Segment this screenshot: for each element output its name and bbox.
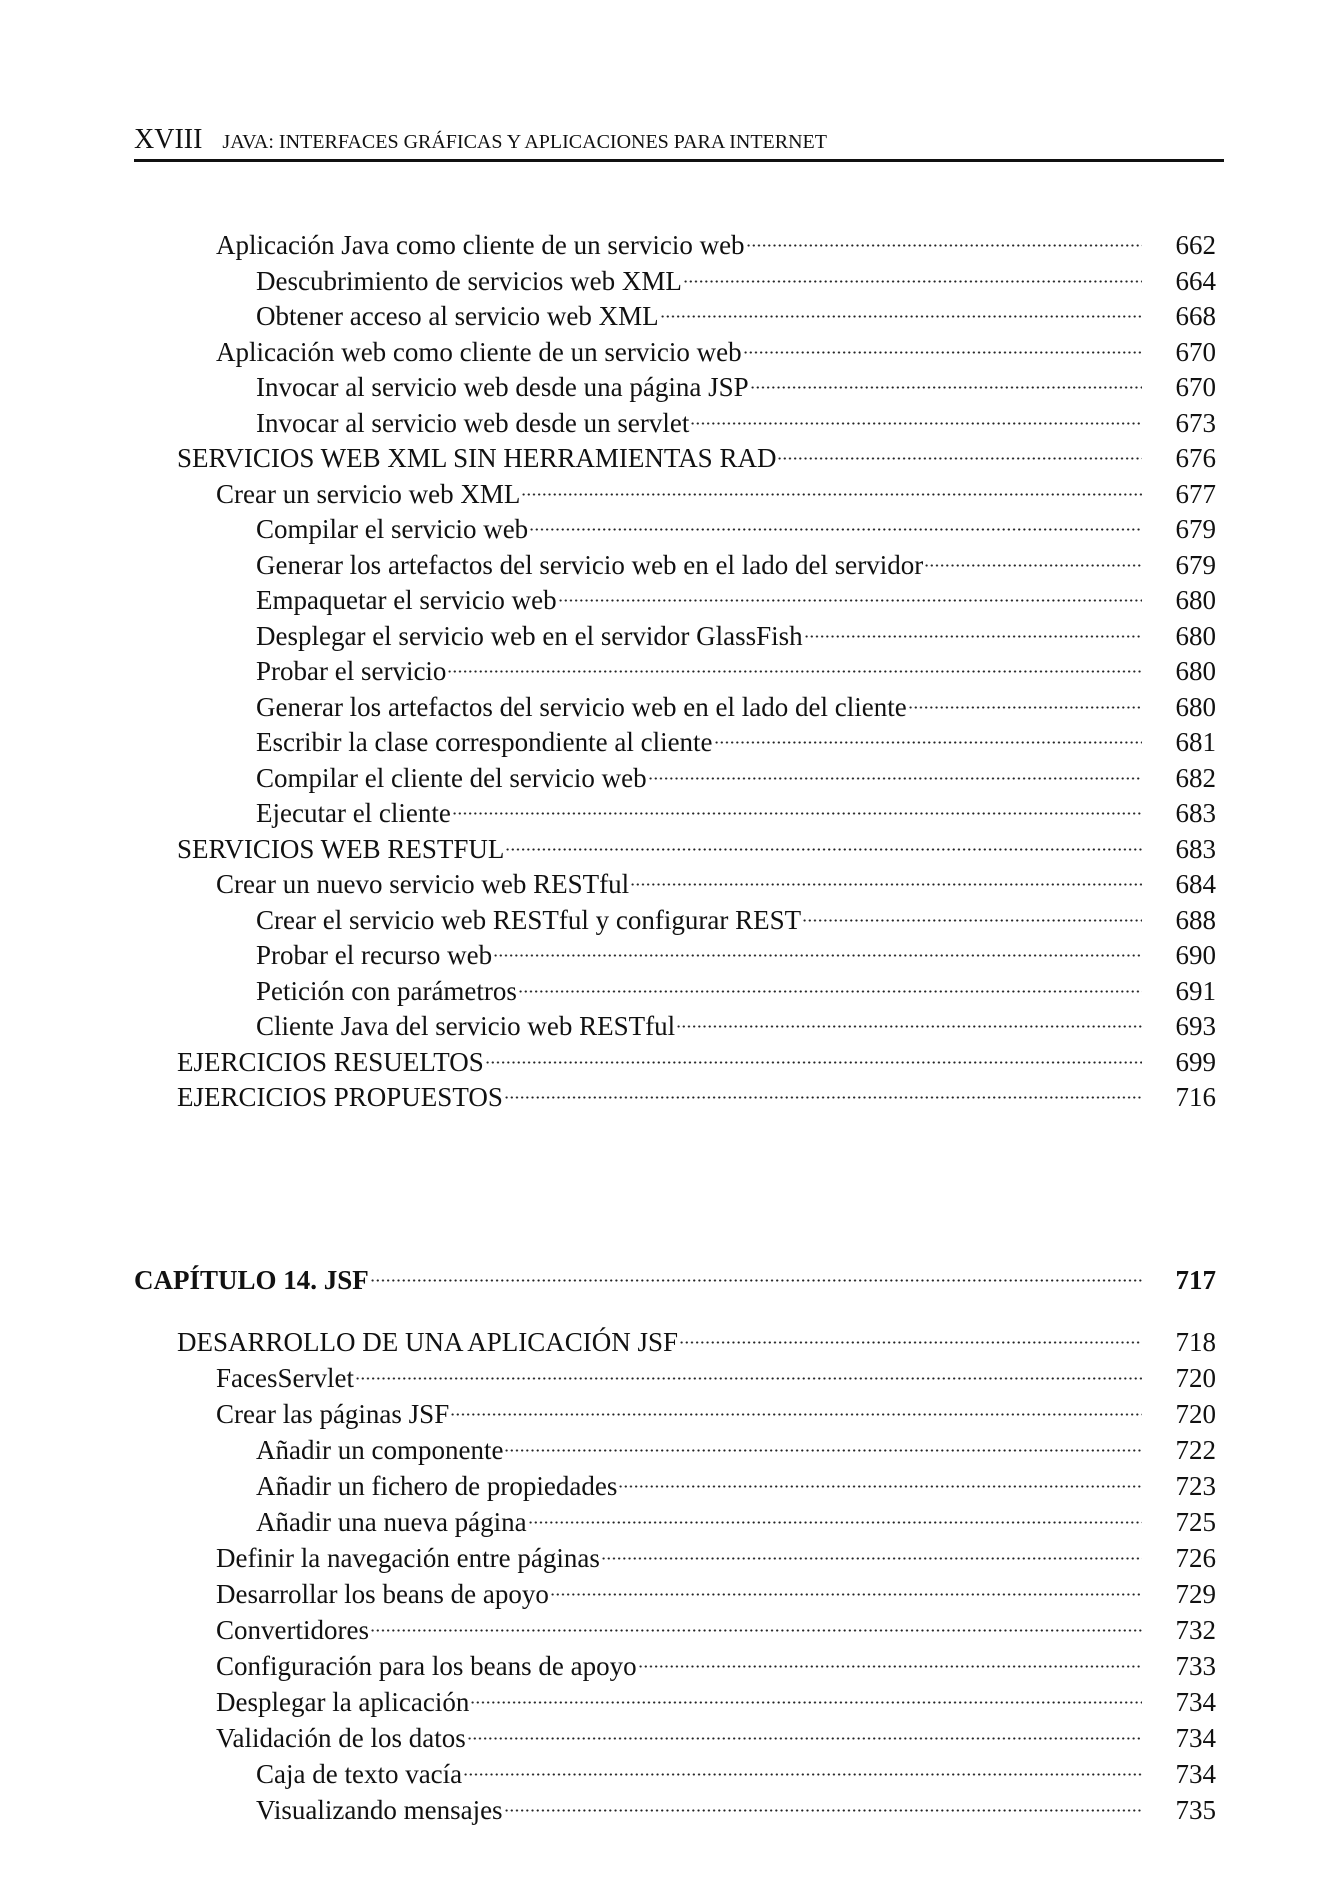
dot-leader — [777, 447, 1142, 467]
toc-entry — [134, 583, 1216, 619]
toc-entry-page: 670 — [1175, 336, 1216, 367]
toc-entry-page: 679 — [1175, 549, 1216, 580]
toc-entry-page: 680 — [1175, 585, 1216, 615]
toc-entry-page: 732 — [1175, 1615, 1216, 1645]
toc-entry-page: 690 — [1175, 940, 1216, 970]
toc-entry — [134, 1432, 1216, 1468]
toc-entry — [134, 1612, 1216, 1648]
dot-leader — [493, 944, 1142, 964]
toc-entry-title: DESARROLLO DE UNA APLICACIÓN JSF — [177, 1327, 679, 1357]
toc-entry-title: Compilar el servicio web — [256, 514, 529, 544]
toc-entry-page: 722 — [1175, 1435, 1216, 1465]
toc-entry-title: SERVICIOS WEB RESTFUL — [177, 833, 505, 864]
toc-chapter-14-entries — [134, 1324, 1216, 1828]
toc-entry — [134, 441, 1216, 477]
toc-entry-page: 668 — [1175, 301, 1216, 331]
toc-entry-page: 670 — [1175, 372, 1216, 402]
toc-entry-page: 699 — [1175, 1046, 1216, 1077]
toc-entry-title: Desplegar la aplicación — [216, 1687, 470, 1717]
dot-leader — [690, 412, 1142, 432]
toc-entry — [134, 370, 1216, 406]
toc-entry-page: 680 — [1175, 620, 1216, 651]
toc-entry-title: Invocar al servicio web desde un servlet — [256, 407, 690, 438]
toc-entry-title: Ejecutar el cliente — [256, 798, 451, 828]
toc-entry-page: 716 — [1175, 1082, 1216, 1112]
dot-leader — [743, 341, 1142, 361]
dot-leader — [450, 1403, 1142, 1423]
dot-leader — [463, 1763, 1142, 1783]
dot-leader — [660, 305, 1142, 325]
toc-entry-title: Obtener acceso al servicio web XML — [256, 301, 659, 331]
dot-leader — [802, 909, 1142, 929]
toc-entry — [134, 1360, 1216, 1396]
toc-entry — [134, 548, 1216, 584]
dot-leader — [467, 1727, 1142, 1747]
toc-entry-page: 682 — [1175, 762, 1216, 793]
toc-entry-page: 676 — [1175, 443, 1216, 473]
dot-leader — [558, 589, 1142, 609]
dot-leader — [750, 376, 1142, 396]
toc-entry — [134, 690, 1216, 726]
dot-leader — [518, 980, 1142, 1000]
toc-entry-page: 720 — [1175, 1399, 1216, 1429]
toc-entry-page: 664 — [1175, 265, 1216, 296]
toc-entry-page: 729 — [1175, 1579, 1216, 1609]
toc-entry — [134, 725, 1216, 761]
toc-entry — [134, 903, 1216, 939]
toc-entry — [134, 619, 1216, 655]
toc-entry — [134, 1468, 1216, 1504]
toc-entry-page: 733 — [1175, 1651, 1216, 1681]
toc-entry-title: Definir la navegación entre páginas — [216, 1543, 600, 1573]
toc-entry-page: 735 — [1175, 1795, 1216, 1825]
toc-entry — [134, 1396, 1216, 1432]
dot-leader — [676, 1015, 1142, 1035]
dot-leader — [683, 270, 1142, 290]
header-book-title: JAVA: INTERFACES GRÁFICAS Y APLICACIONES PARA INTERNET — [222, 131, 827, 153]
toc-entry-title: Compilar el cliente del servicio web — [256, 762, 647, 793]
toc-entry-title: Cliente Java del servicio web RESTful — [256, 1011, 676, 1041]
dot-leader — [746, 234, 1142, 254]
toc-entry-title: Caja de texto vacía — [256, 1759, 463, 1789]
header-page-number: XVIII — [134, 124, 203, 155]
toc-entry-title: Desplegar el servicio web en el servidor GlassFish — [256, 620, 803, 651]
dot-leader — [528, 1511, 1142, 1531]
toc-section-continued — [134, 228, 1216, 1116]
toc-entry-title: Escribir la clase correspondiente al cliente — [256, 727, 713, 757]
toc-entry-title: Probar el recurso web — [256, 940, 493, 970]
running-header — [134, 124, 1224, 162]
toc-entry — [134, 974, 1216, 1010]
chapter-page: 717 — [1175, 1265, 1216, 1295]
toc-chapter-heading — [134, 1260, 1216, 1300]
toc-entry — [134, 832, 1216, 868]
toc-entry-page: 688 — [1175, 904, 1216, 935]
toc-entry-title: Añadir una nueva página — [256, 1507, 527, 1537]
toc-entry — [134, 1648, 1216, 1684]
toc-entry-title: Generar los artefactos del servicio web en el lado del servidor — [256, 549, 924, 580]
toc-entry-title: Probar el servicio — [256, 656, 447, 686]
toc-entry — [134, 1576, 1216, 1612]
dot-leader — [529, 518, 1142, 538]
toc-entry-title: Convertidores — [216, 1615, 369, 1645]
toc-entry-title: Configuración para los beans de apoyo — [216, 1651, 637, 1681]
toc-entry-title: Crear un servicio web XML — [216, 478, 521, 509]
dot-leader — [638, 1655, 1142, 1675]
dot-leader — [447, 660, 1142, 680]
toc-entry-page: 680 — [1175, 691, 1216, 722]
toc-entry-title: Crear un nuevo servicio web RESTful — [216, 869, 630, 899]
toc-entry-page: 723 — [1175, 1471, 1216, 1501]
dot-leader — [505, 838, 1142, 858]
dot-leader — [601, 1547, 1142, 1567]
toc-entry-page: 725 — [1175, 1507, 1216, 1537]
toc-entry-page: 677 — [1175, 478, 1216, 509]
toc-entry — [134, 477, 1216, 513]
toc-entry-title: Invocar al servicio web desde una página JSP — [256, 372, 749, 402]
toc-entry-title: SERVICIOS WEB XML SIN HERRAMIENTAS RAD — [177, 443, 777, 473]
toc-entry-title: EJERCICIOS PROPUESTOS — [177, 1082, 503, 1112]
dot-leader — [370, 1269, 1142, 1289]
toc-entry — [134, 299, 1216, 335]
toc-entry — [134, 512, 1216, 548]
toc-entry-title: Aplicación web como cliente de un servicio web — [216, 336, 742, 367]
toc-entry-title: Empaquetar el servicio web — [256, 585, 557, 615]
chapter-title: CAPÍTULO 14. JSF — [134, 1265, 369, 1295]
toc-entry — [134, 1009, 1216, 1045]
toc-entry-page: 684 — [1175, 869, 1216, 899]
toc-entry-title: Añadir un componente — [256, 1435, 504, 1465]
dot-leader — [714, 731, 1142, 751]
toc-entry-title: Desarrollar los beans de apoyo — [216, 1579, 549, 1609]
toc-entry-title: FacesServlet — [216, 1363, 354, 1393]
toc-entry-page: 683 — [1175, 798, 1216, 828]
toc-entry — [134, 654, 1216, 690]
toc-entry-page: 680 — [1175, 656, 1216, 686]
toc-entry-page: 681 — [1175, 727, 1216, 757]
dot-leader — [370, 1619, 1142, 1639]
toc-entry-page: 693 — [1175, 1011, 1216, 1041]
dot-leader — [550, 1583, 1142, 1603]
toc-entry-page: 673 — [1175, 407, 1216, 438]
dot-leader — [630, 873, 1142, 893]
toc-entry-page: 691 — [1175, 975, 1216, 1006]
toc-entry-page: 734 — [1175, 1759, 1216, 1789]
toc-entry — [134, 1792, 1216, 1828]
toc-entry-title: Añadir un fichero de propiedades — [256, 1471, 618, 1501]
dot-leader — [648, 767, 1142, 787]
toc-entry-page: 679 — [1175, 514, 1216, 544]
toc-entry-title: EJERCICIOS RESUELTOS — [177, 1046, 484, 1077]
toc-entry — [134, 796, 1216, 832]
toc-entry-title: Descubrimiento de servicios web XML — [256, 265, 682, 296]
dot-leader — [618, 1475, 1142, 1495]
toc-entry-title: Generar los artefactos del servicio web en el lado del cliente — [256, 691, 907, 722]
toc-entry-title: Crear las páginas JSF — [216, 1399, 450, 1429]
toc-entry — [134, 1504, 1216, 1540]
dot-leader — [470, 1691, 1142, 1711]
toc-entry — [134, 1324, 1216, 1360]
dot-leader — [485, 1051, 1142, 1071]
toc-entry — [134, 1720, 1216, 1756]
dot-leader — [355, 1367, 1142, 1387]
toc-entry — [134, 938, 1216, 974]
toc-entry — [134, 1045, 1216, 1081]
dot-leader — [504, 1086, 1142, 1106]
dot-leader — [908, 696, 1142, 716]
toc-entry-page: 718 — [1175, 1327, 1216, 1357]
dot-leader — [504, 1799, 1142, 1819]
toc-entry-page: 734 — [1175, 1687, 1216, 1717]
toc-entry — [134, 335, 1216, 371]
dot-leader — [521, 483, 1142, 503]
dot-leader — [679, 1331, 1142, 1351]
toc-entry-title: Crear el servicio web RESTful y configurar REST — [256, 904, 802, 935]
toc-entry — [134, 264, 1216, 300]
toc-entry-title: Visualizando mensajes — [256, 1795, 503, 1825]
dot-leader — [804, 625, 1142, 645]
toc-entry-page: 734 — [1175, 1723, 1216, 1753]
toc-entry-page: 683 — [1175, 833, 1216, 864]
toc-entry — [134, 406, 1216, 442]
toc-entry — [134, 761, 1216, 797]
toc-entry — [134, 867, 1216, 903]
toc-entry — [134, 228, 1216, 264]
toc-entry-title: Validación de los datos — [216, 1723, 466, 1753]
toc-entry — [134, 1756, 1216, 1792]
toc-entry-page: 720 — [1175, 1363, 1216, 1393]
toc-entry — [134, 1540, 1216, 1576]
toc-entry-title: Petición con parámetros — [256, 975, 517, 1006]
toc-entry-page: 662 — [1175, 230, 1216, 260]
toc-entry — [134, 1080, 1216, 1116]
dot-leader — [452, 802, 1142, 822]
toc-entry-page: 726 — [1175, 1543, 1216, 1573]
dot-leader — [504, 1439, 1142, 1459]
dot-leader — [924, 554, 1142, 574]
toc-entry — [134, 1684, 1216, 1720]
toc-entry-title: Aplicación Java como cliente de un servicio web — [216, 230, 745, 260]
toc-section-chapter-14 — [134, 1260, 1216, 1828]
